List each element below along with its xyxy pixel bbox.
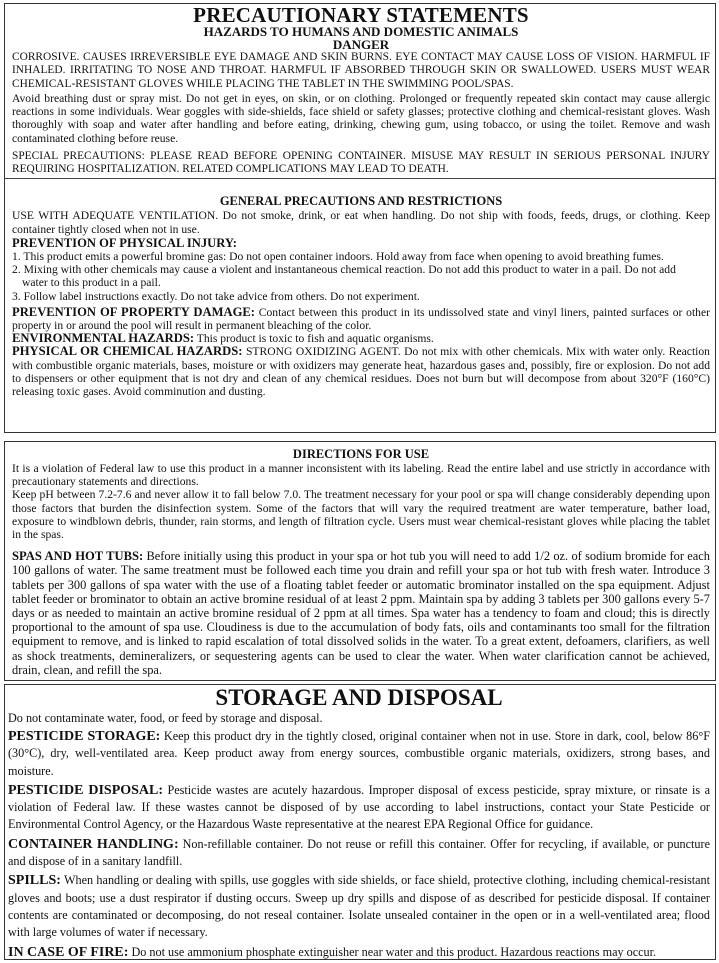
property-damage-paragraph <box>12 306 710 332</box>
pesticide-storage-paragraph <box>8 728 710 780</box>
spills-label: SPILLS: <box>8 873 61 889</box>
violation-text: It is a violation of Federal law to use this product in a manner inconsistent with its labeling. Read the entire label and use strictly in accordance with precautionary statements and directions. <box>12 462 710 489</box>
ventilation-text: USE WITH ADEQUATE VENTILATION. Do not smoke, drink, or eat when handling. Do not ship with foods, feeds, drugs, or clothing. Keep container tightly closed when not in use. <box>12 209 710 236</box>
pesticide-disposal-text: Pesticide wastes are acutely hazardous. Improper disposal of excess pesticide, spray mixture, or rinsate is a violation of Federal law. If these wastes cannot be disposed of by use according to label instructions, contact your State Pesticide or Environmental Control Agency, or the Hazardous Waste representative at the nearest EPA Regional Office for guidance. <box>8 782 710 832</box>
hazards-subtitle: HAZARDS TO HUMANS AND DOMESTIC ANIMALS <box>203 24 519 39</box>
pesticide-storage-text: Keep this product dry in the tightly closed, original container when not in use. Store in dark, cool, below 86°F (30°C), dry, well-ventilated area. Keep product away from energy sources, combustible organic materials, oxidizers, strong bases, and moisture. <box>8 729 710 778</box>
container-handling-paragraph <box>8 836 710 871</box>
precautionary-title: PRECAUTIONARY STATEMENTS <box>193 3 529 27</box>
physical-injury-item: 1. This product emits a powerful bromine gas: Do not open container indoors. Hold away from face when opening to avoid breathing fumes. <box>12 249 664 263</box>
property-damage-label: PREVENTION OF PROPERTY DAMAGE: <box>12 304 255 319</box>
spas-paragraph <box>12 549 710 677</box>
precautionary-statements-panel <box>4 3 716 433</box>
physical-injury-heading-row <box>12 237 710 250</box>
physical-injury-heading: PREVENTION OF PHYSICAL INJURY: <box>12 235 237 250</box>
chemical-hazards-label: PHYSICAL OR CHEMICAL HAZARDS: <box>12 344 243 359</box>
container-handling-text: Non-refillable container. Do not reuse or refill this container. Offer for recycling, if available, or puncture and dispose of in a sanitary landfill. <box>8 836 710 869</box>
chemical-hazards-text: STRONG OXIDIZING AGENT. Do not mix with other chemicals. Mix with water only. Reaction with combustible organic materials, bases, moisture or with oxidizers may generate heat, hazardous gases and, possibly, fire or explosion. Do not add to dispensers or other equipment that is not dry and clean of any chemical residues. Does not burn but will decompose from about 320°F (160°C) releasing toxic gases. Avoid comminution and dusting. <box>12 345 710 398</box>
pesticide-disposal-paragraph <box>8 782 710 834</box>
pesticide-storage-label: PESTICIDE STORAGE: <box>8 729 161 744</box>
storage-title: STORAGE AND DISPOSAL <box>215 685 503 710</box>
spas-text: Before initially using this product in your spa or hot tub you will need to add 1/2 oz. of sodium bromide for each 100 gallons of water. The same treatment must be followed each time you drain and refill your spa or hot tub with fresh water. Introduce 3 tablets per 300 gallons of spa water with the use of a floating tablet feeder or automatic brominator installed on the spa equipment. Adjust tablet feeder or brominator to obtain an active bromine residual of at least 2 ppm. Maintain spa by adding 3 tablets per 300 gallons every 5-7 days or as needed to maintain an active bromine residual of 2 ppm at all times. Spa water has a tendency to foam and cloud; this is directly proportional to the amount of spa use. Cloudiness is due to the accumulation of body fats, oils and contaminants too small for the filtration equipment to remove, and is linked to rapid escalation of total dissolved solids in the water. To a great extent, defoamers, clarifiers, as well as shock treatments, demineralizers, or sequestering agents can be used to clear the water. When water clarification cannot be achieved, drain, clean, and refill the spa. <box>12 549 710 677</box>
fire-text: Do not use ammonium phosphate extinguisher near water and this product. Hazardous reactions may occur. <box>128 944 657 959</box>
container-handling-label: CONTAINER HANDLING: <box>8 836 179 852</box>
physical-injury-item: 3. Follow label instructions exactly. Do not take advice from others. Do not experiment. <box>12 289 420 303</box>
fire-paragraph <box>8 944 710 961</box>
environmental-text: This product is toxic to fish and aquatic organisms. <box>194 332 434 346</box>
chemical-hazards-paragraph <box>12 345 710 398</box>
fire-label: IN CASE OF FIRE: <box>8 944 129 960</box>
directions-panel <box>4 441 716 681</box>
spas-label: SPAS AND HOT TUBS: <box>12 549 144 564</box>
property-damage-text: Contact between this product in its undissolved state and vinyl liners, painted surfaces or other property in or around the pool will result in permanent bleaching of the color. <box>12 305 710 332</box>
avoid-text: Avoid breathing dust or spray mist. Do not get in eyes, on skin, or on clothing. Prolonged or frequently repeated skin contact may cause allergic reactions in some individuals. Wear goggles with side-shields, face shield or safety glasses; protective clothing and chemical-resistant gloves. Wash thoroughly with soap and water after handling and before eating, drinking, chewing gum, using tobacco, or using the toilet. Remove and wash contaminated clothing before reuse. <box>12 91 710 145</box>
ph-text: Keep pH between 7.2-7.6 and never allow it to fall below 7.0. The treatment necessary for your pool or spa will change considerably depending upon those factors that burden the disinfection system. Some of the factors that will vary the required treatment are water temperature, bather load, exposure to windblown debris, thunder, rain storms, and length of filtration cycle. Users must wear chemical-resistant gloves while placing the tablet in the spas. <box>12 488 710 542</box>
directions-title: DIRECTIONS FOR USE <box>292 447 430 461</box>
pesticide-disposal-label: PESTICIDE DISPOSAL: <box>8 782 164 798</box>
signal-word: DANGER <box>332 37 390 52</box>
caps-warning: CORROSIVE. CAUSES IRREVERSIBLE EYE DAMAGE AND SKIN BURNS. EYE CONTACT MAY CAUSE LOSS OF VISION. HARMFUL IF INHALED. IRRITATING TO NOSE AND THROAT. HARMFUL IF ABSORBED THROUGH SKIN OR SWALLOWED. USERS MUST WEAR CHEMICAL-RESISTANT GLOVES WHILE PLACING THE TABLET IN THE SWIMMING POOL/SPAS. <box>12 51 710 90</box>
spills-text: When handling or dealing with spills, use goggles with side shields, or face shield, protective clothing, including chemical-resistant gloves and boots; use a dust respirator if dusting occurs. Sweep up dry spills and dispose of as described for pesticide disposal. If container contents are contaminated or decomposing, do not reseal container. Isolate unsealed container in the open or in a well-ventilated area; flood with large volumes of water if necessary. <box>8 873 710 940</box>
special-precautions: SPECIAL PRECAUTIONS: PLEASE READ BEFORE OPENING CONTAINER. MISUSE MAY RESULT IN SERIOUS PERSONAL INJURY REQUIRING HOSPITALIZATION. RELATED COMPLICATIONS MAY LEAD TO DEATH. <box>12 149 710 175</box>
spills-paragraph <box>8 872 710 941</box>
storage-intro: Do not contaminate water, food, or feed by storage and disposal. <box>8 711 323 725</box>
general-precautions-title: GENERAL PRECAUTIONS AND RESTRICTIONS <box>219 194 503 209</box>
storage-disposal-panel <box>4 684 716 960</box>
physical-injury-item: 2. Mixing with other chemicals may cause a violent and instantaneous chemical reaction. Do not add this product to water in a pail. Do not add <box>12 263 676 277</box>
divider <box>5 178 715 179</box>
physical-injury-item: water to this product in a pail. <box>22 276 161 290</box>
environmental-label: ENVIRONMENTAL HAZARDS: <box>12 331 195 346</box>
